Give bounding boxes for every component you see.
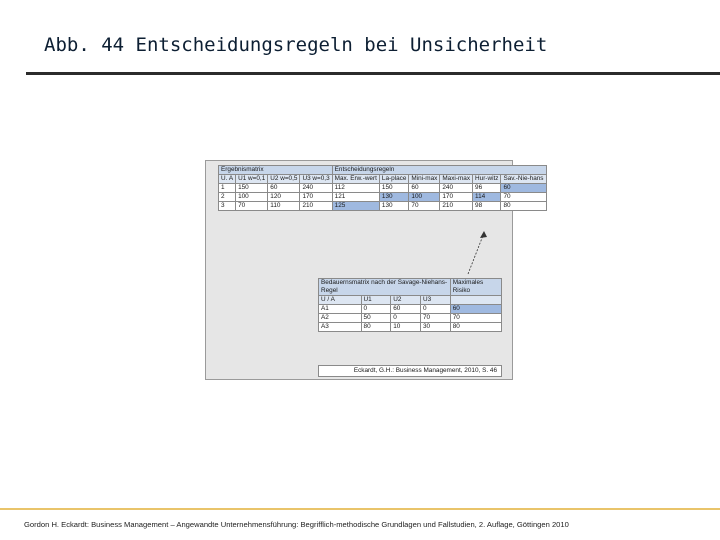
table-cell: 210: [300, 202, 332, 211]
table-cell: 0: [361, 305, 391, 314]
column-header: Maxi-max: [440, 175, 473, 184]
decision-rules-figure: [205, 160, 544, 380]
table-cell: 100: [409, 193, 440, 202]
table-cell: A2: [319, 314, 362, 323]
table-cell: 150: [379, 184, 409, 193]
table-row: [319, 305, 502, 314]
table-cell: 60: [409, 184, 440, 193]
regret-matrix-table: [318, 278, 502, 332]
table-cell: 70: [236, 202, 268, 211]
page-title: Abb. 44 Entscheidungsregeln bei Unsicherheit: [44, 34, 548, 56]
max-risk-header: Maximales Risiko: [450, 279, 501, 296]
table-cell: 170: [440, 193, 473, 202]
table-cell: 80: [501, 202, 546, 211]
table-cell: 112: [332, 184, 379, 193]
table-cell: A1: [319, 305, 362, 314]
column-header: U1: [361, 296, 391, 305]
table-cell: 125: [332, 202, 379, 211]
source-caption: Eckardt, G.H.: Business Management, 2010, S. 46: [318, 365, 502, 377]
column-header: Mini-max: [409, 175, 440, 184]
table-cell: 1: [219, 184, 236, 193]
table-row: [319, 314, 502, 323]
table-cell: 96: [473, 184, 501, 193]
table-cell: 80: [361, 323, 391, 332]
column-header: Hur-witz: [473, 175, 501, 184]
table-cell: 150: [236, 184, 268, 193]
table-cell: 100: [236, 193, 268, 202]
table-cell: 2: [219, 193, 236, 202]
table-cell: 130: [379, 193, 409, 202]
column-header: U1 w=0,1: [236, 175, 268, 184]
table-cell: 70: [450, 314, 501, 323]
column-header: La-place: [379, 175, 409, 184]
table-cell: 60: [391, 305, 421, 314]
table-cell: 120: [268, 193, 300, 202]
table-cell: 50: [361, 314, 391, 323]
table-cell: 121: [332, 193, 379, 202]
title-divider: [26, 72, 720, 75]
arrow-connector: [206, 161, 514, 381]
table-cell: 0: [420, 305, 450, 314]
table-cell: 170: [300, 193, 332, 202]
regret-header: Bedauernsmatrix nach der Savage-Niehans-Regel: [319, 279, 451, 296]
table-cell: 0: [391, 314, 421, 323]
table-cell: 10: [391, 323, 421, 332]
table-cell: 114: [473, 193, 501, 202]
column-header: U. A: [219, 175, 236, 184]
group-header-ergebnismatrix: Ergebnismatrix: [219, 166, 333, 175]
footer-divider: [0, 508, 720, 510]
column-header: U2: [391, 296, 421, 305]
table-cell: 70: [420, 314, 450, 323]
column-header: U3: [420, 296, 450, 305]
table-cell: 70: [409, 202, 440, 211]
table-cell: 210: [440, 202, 473, 211]
column-header: U3 w=0,3: [300, 175, 332, 184]
table-cell: 70: [501, 193, 546, 202]
table-cell: 110: [268, 202, 300, 211]
column-header: Sav.-Nie-hans: [501, 175, 546, 184]
table-cell: 98: [473, 202, 501, 211]
table-cell: 240: [300, 184, 332, 193]
table-cell: 240: [440, 184, 473, 193]
table-cell: 60: [501, 184, 546, 193]
table-cell: 30: [420, 323, 450, 332]
table-cell: 60: [450, 305, 501, 314]
column-header: [450, 296, 501, 305]
table-cell: A3: [319, 323, 362, 332]
table-cell: 3: [219, 202, 236, 211]
column-header: Max. Erw.-wert: [332, 175, 379, 184]
group-header-entscheidungsregeln: Entscheidungsregeln: [332, 166, 546, 175]
column-header: U / A: [319, 296, 362, 305]
footer-citation: Gordon H. Eckardt: Business Management – Angewandte Unternehmensführung: Begrifflich-methodische Grundlagen und Fallstudien, 2. Auflage, Göttingen 2010: [24, 520, 569, 529]
table-cell: 130: [379, 202, 409, 211]
table-cell: 80: [450, 323, 501, 332]
table-row: [319, 323, 502, 332]
table-cell: 60: [268, 184, 300, 193]
column-header: U2 w=0,5: [268, 175, 300, 184]
